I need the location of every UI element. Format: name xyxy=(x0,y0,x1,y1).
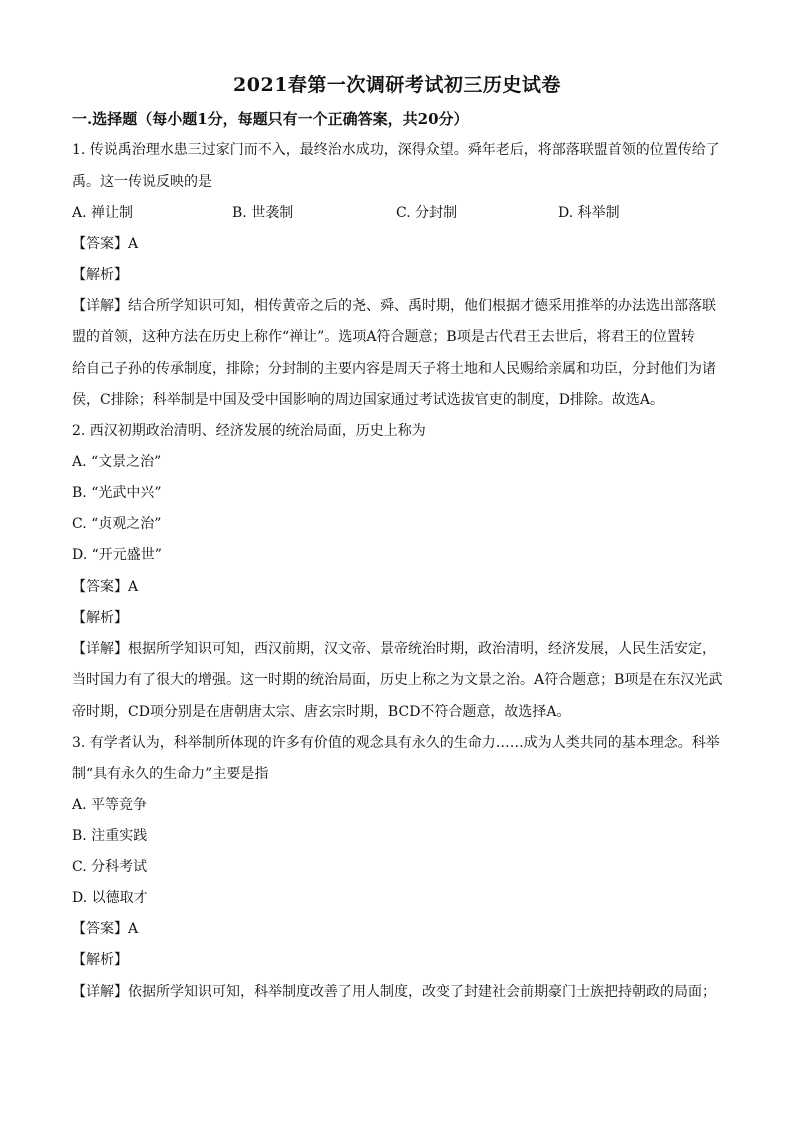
question-1-answer: 【答案】A xyxy=(72,236,139,252)
question-2-answer: 【答案】A xyxy=(72,579,139,595)
question-3-option-d: D. 以德取才 xyxy=(72,890,148,906)
question-3-option-c: C. 分科考试 xyxy=(72,859,148,875)
question-1-option-a: A. 禅让制 xyxy=(72,205,134,221)
question-3-option-b: B. 注重实践 xyxy=(72,828,148,844)
question-1-option-b: B. 世袭制 xyxy=(232,205,294,221)
question-1-detail-line-1: 【详解】结合所学知识可知，相传黄帝之后的尧、舜、禹时期，他们根据才德采用推举的办法选出部落联 xyxy=(72,298,716,314)
question-2-stem: 2. 西汉初期政治清明、经济发展的统治局面，历史上称为 xyxy=(72,423,426,439)
page-title: 2021春第一次调研考试初三历史试卷 xyxy=(233,74,561,96)
question-2-detail-line-3: 帝时期，CD项分别是在唐朝唐太宗、唐玄宗时期，BCD不符合题意，故选择A。 xyxy=(72,704,571,720)
question-1-option-c: C. 分封制 xyxy=(396,205,458,221)
question-3-answer: 【答案】A xyxy=(72,921,139,937)
question-1-option-d: D. 科举制 xyxy=(558,205,620,221)
question-1-detail-line-2: 盟的首领，这种方法在历史上称作“禅让”。选项A符合题意；B项是古代君王去世后，将君王的位置转 xyxy=(72,329,695,345)
question-2-option-c: C. “贞观之治” xyxy=(72,516,162,532)
question-3-analysis-label: 【解析】 xyxy=(72,952,128,968)
question-2-option-d: D. “开元盛世” xyxy=(72,547,162,563)
question-1-stem-line-1: 1. 传说禹治理水患三过家门而不入，最终治水成功，深得众望。舜年老后，将部落联盟首领的位置传给了 xyxy=(72,142,720,158)
question-3-option-a: A. 平等竞争 xyxy=(72,797,148,813)
question-2-detail-line-1: 【详解】根据所学知识可知，西汉前期，汉文帝、景帝统治时期，政治清明，经济发展，人民生活安定， xyxy=(72,641,716,657)
question-2-option-a: A. “文景之治” xyxy=(72,454,162,470)
question-3-stem-line-1: 3. 有学者认为，科举制所体现的许多有价值的观念具有永久的生命力……成为人类共同的基本理念。科举 xyxy=(72,735,720,751)
question-3-detail-line-1: 【详解】依据所学知识可知，科举制度改善了用人制度，改变了封建社会前期豪门士族把持朝政的局面； xyxy=(72,984,716,1000)
question-2-detail-line-2: 当时国力有了很大的增强。这一时期的统治局面，历史上称之为文景之治。A符合题意；B项是在东汉光武 xyxy=(72,672,723,688)
question-2-analysis-label: 【解析】 xyxy=(72,610,128,626)
question-1-detail-line-3: 给自己子孙的传承制度，排除；分封制的主要内容是周天子将土地和人民赐给亲属和功臣，分封他们为诸 xyxy=(72,361,716,377)
question-1-options xyxy=(72,203,727,223)
section-heading: 一.选择题（每小题1分，每题只有一个正确答案，共20分） xyxy=(72,110,469,128)
question-3-stem-line-2: 制“具有永久的生命力”主要是指 xyxy=(72,766,269,782)
question-1-detail-line-4: 侯，C排除；科举制是中国及受中国影响的周边国家通过考试选拔官吏的制度，D排除。故选A。 xyxy=(72,392,665,408)
question-1-stem-line-2: 禹。这一传说反映的是 xyxy=(72,174,212,190)
question-1-analysis-label: 【解析】 xyxy=(72,267,128,283)
question-2-option-b: B. “光武中兴” xyxy=(72,485,162,501)
